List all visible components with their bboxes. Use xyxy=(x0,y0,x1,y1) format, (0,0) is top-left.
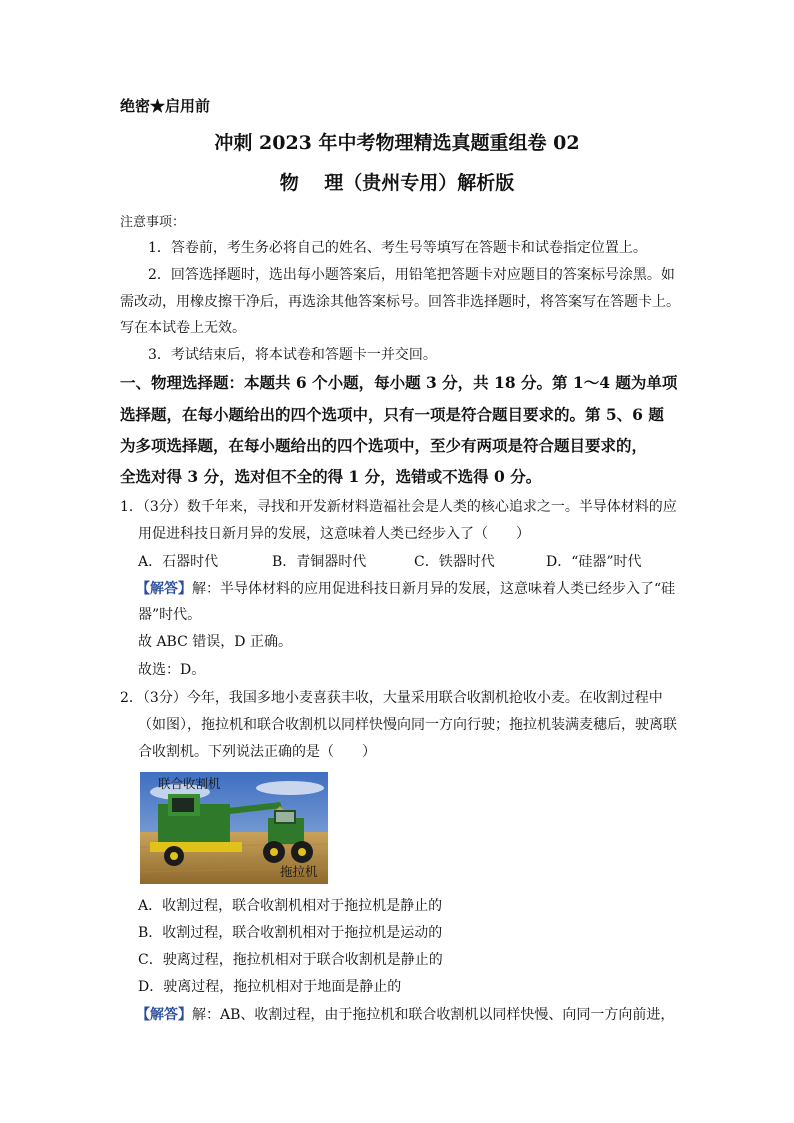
question-1-line-2: 用促进科技日新月异的发展，这意味着人类已经步入了（ ） xyxy=(138,526,530,542)
harvest-figure xyxy=(140,772,328,884)
harvester-label: 联合收割机 xyxy=(158,776,221,791)
question-1-answer-line-2: 器”时代。 xyxy=(138,607,202,623)
question-1-answer-line-3: 故 ABC 错误，D 正确。 xyxy=(138,634,292,650)
answer-text: 解：AB、收割过程，由于拖拉机和联合收割机以同样快慢、向同一方向前进， xyxy=(192,1007,675,1023)
section-1-line-4: 全选对得 3 分，选对但不全的得 1 分，选错或不选得 0 分。 xyxy=(120,467,542,486)
notice-item-2-line-2: 需改动，用橡皮擦干净后，再选涂其他答案标号。回答非选择题时，将答案写在答题卡上。 xyxy=(120,294,680,310)
page-title: 冲刺 2023 年中考物理精选真题重组卷 02 xyxy=(214,132,580,154)
question-1-option-c: C．铁器时代 xyxy=(414,554,495,570)
answer-text: 解：半导体材料的应用促进科技日新月异的发展，这意味着人类已经步入了“硅 xyxy=(192,581,676,597)
notice-item-1: 1．答卷前，考生务必将自己的姓名、考生号等填写在答题卡和试卷指定位置上。 xyxy=(148,240,647,256)
question-1-line-1: 1．（3分）数千年来，寻找和开发新材料造福社会是人类的核心追求之一。半导体材料的应 xyxy=(120,499,677,515)
answer-tag: 【解答】 xyxy=(136,581,192,597)
page-subtitle: 物 理（贵州专用）解析版 xyxy=(279,172,515,194)
notice-item-2-line-1: 2．回答选择题时，选出每小题答案后，用铅笔把答题卡对应题目的答案标号涂黑。如 xyxy=(148,267,675,283)
answer-tag: 【解答】 xyxy=(136,1007,192,1023)
notice-heading: 注意事项： xyxy=(120,215,186,230)
notice-item-2-line-3: 写在本试卷上无效。 xyxy=(120,320,246,336)
section-1-line-2: 选择题，在每小题给出的四个选项中，只有一项是符合题目要求的。第 5、6 题 xyxy=(120,405,664,424)
question-1-option-b: B．青铜器时代 xyxy=(272,554,367,570)
question-1-answer-line-4: 故选：D。 xyxy=(138,662,206,678)
question-1-option-d: D．“硅器”时代 xyxy=(546,554,642,570)
question-2-answer-line-1 xyxy=(136,1005,674,1025)
question-2-option-d: D．驶离过程，拖拉机相对于地面是静止的 xyxy=(138,979,402,995)
question-2-option-b: B．收割过程，联合收割机相对于拖拉机是运动的 xyxy=(138,925,443,941)
question-2-line-1: 2．（3分）今年，我国多地小麦喜获丰收，大量采用联合收割机抢收小麦。在收割过程中 xyxy=(120,690,663,706)
question-1-option-a: A．石器时代 xyxy=(138,554,219,570)
confidential-mark: 绝密★启用前 xyxy=(120,97,211,115)
section-1-line-3: 为多项选择题，在每小题给出的四个选项中，至少有两项是符合题目要求的， xyxy=(120,436,648,455)
question-2-line-3: 合收割机。下列说法正确的是（ ） xyxy=(138,744,376,760)
tractor-label: 拖拉机 xyxy=(280,864,318,879)
question-1-answer-line-1 xyxy=(136,579,675,599)
question-2-option-c: C．驶离过程，拖拉机相对于联合收割机是静止的 xyxy=(138,952,443,968)
question-2-option-a: A．收割过程，联合收割机相对于拖拉机是静止的 xyxy=(138,898,443,914)
notice-item-3: 3．考试结束后，将本试卷和答题卡一并交回。 xyxy=(148,347,437,363)
question-2-line-2: （如图），拖拉机和联合收割机以同样快慢向同一方向行驶；拖拉机装满麦穗后，驶离联 xyxy=(138,717,677,733)
section-1-line-1: 一、物理选择题：本题共 6 个小题，每小题 3 分，共 18 分。第 1～4 题为单项 xyxy=(120,373,678,392)
